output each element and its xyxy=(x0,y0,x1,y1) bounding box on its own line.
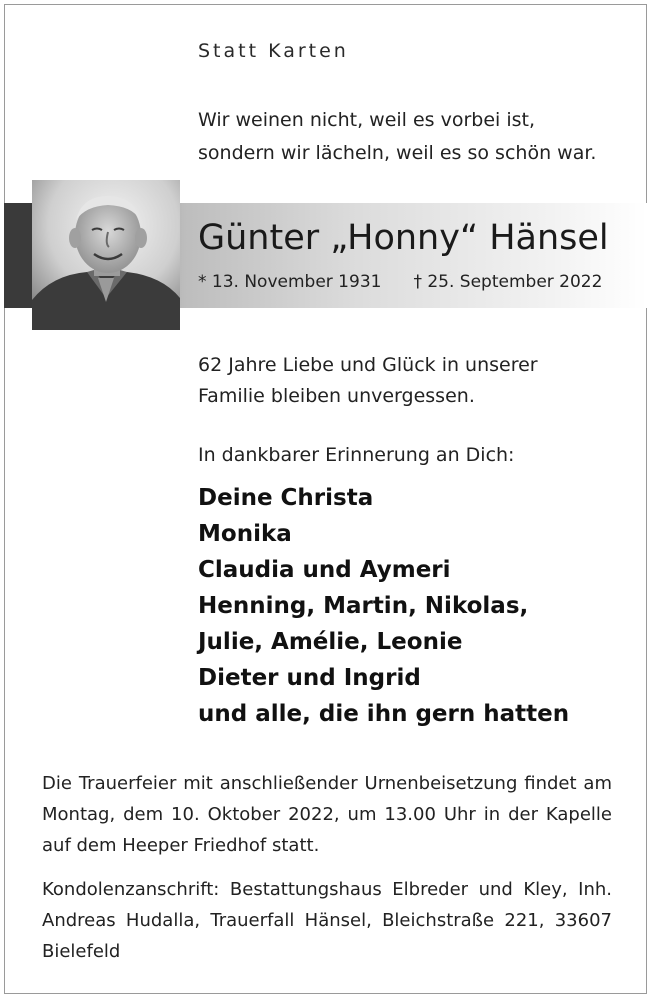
message-line-1: 62 Jahre Liebe und Glück in unserer xyxy=(198,354,538,376)
birth-date: * 13. November 1931 xyxy=(198,272,382,292)
mourner-item: Dieter und Ingrid xyxy=(198,665,421,691)
mourner-item: Monika xyxy=(198,521,292,547)
funeral-service-notice: Die Trauerfeier mit anschließender Urnenbeisetzung findet am Montag, dem 10. Oktober 2022, um 13.00 Uhr in der Kapelle auf dem Heeper Friedhof statt. xyxy=(42,773,612,856)
death-date: † 25. September 2022 xyxy=(413,272,603,292)
mourner-item: Claudia und Aymeri xyxy=(198,557,451,583)
deceased-name: Günter „Honny“ Hänsel xyxy=(198,218,609,258)
portrait-photo xyxy=(32,180,180,330)
statt-karten-heading: Statt Karten xyxy=(198,40,349,62)
life-dates xyxy=(198,272,602,292)
quote-line-1: Wir weinen nicht, weil es vorbei ist, xyxy=(198,109,536,131)
quote-line-2: sondern wir lächeln, weil es so schön war. xyxy=(198,142,597,164)
mourner-item: Julie, Amélie, Leonie xyxy=(198,629,463,655)
mourner-item: Henning, Martin, Nikolas, xyxy=(198,593,529,619)
condolence-address: Kondolenzanschrift: Bestattungshaus Elbreder und Kley, Inh. Andreas Hudalla, Trauerfall Hänsel, Bleichstraße 221, 33607 Bielefeld xyxy=(42,879,612,962)
gratitude-line: In dankbarer Erinnerung an Dich: xyxy=(198,444,515,466)
memorial-quote xyxy=(198,104,596,170)
portrait-illustration xyxy=(32,180,180,330)
family-message xyxy=(198,350,538,412)
mourner-item: und alle, die ihn gern hatten xyxy=(198,701,570,727)
mourners-list xyxy=(198,480,569,732)
message-line-2: Familie bleiben unvergessen. xyxy=(198,385,475,407)
mourner-item: Deine Christa xyxy=(198,485,374,511)
